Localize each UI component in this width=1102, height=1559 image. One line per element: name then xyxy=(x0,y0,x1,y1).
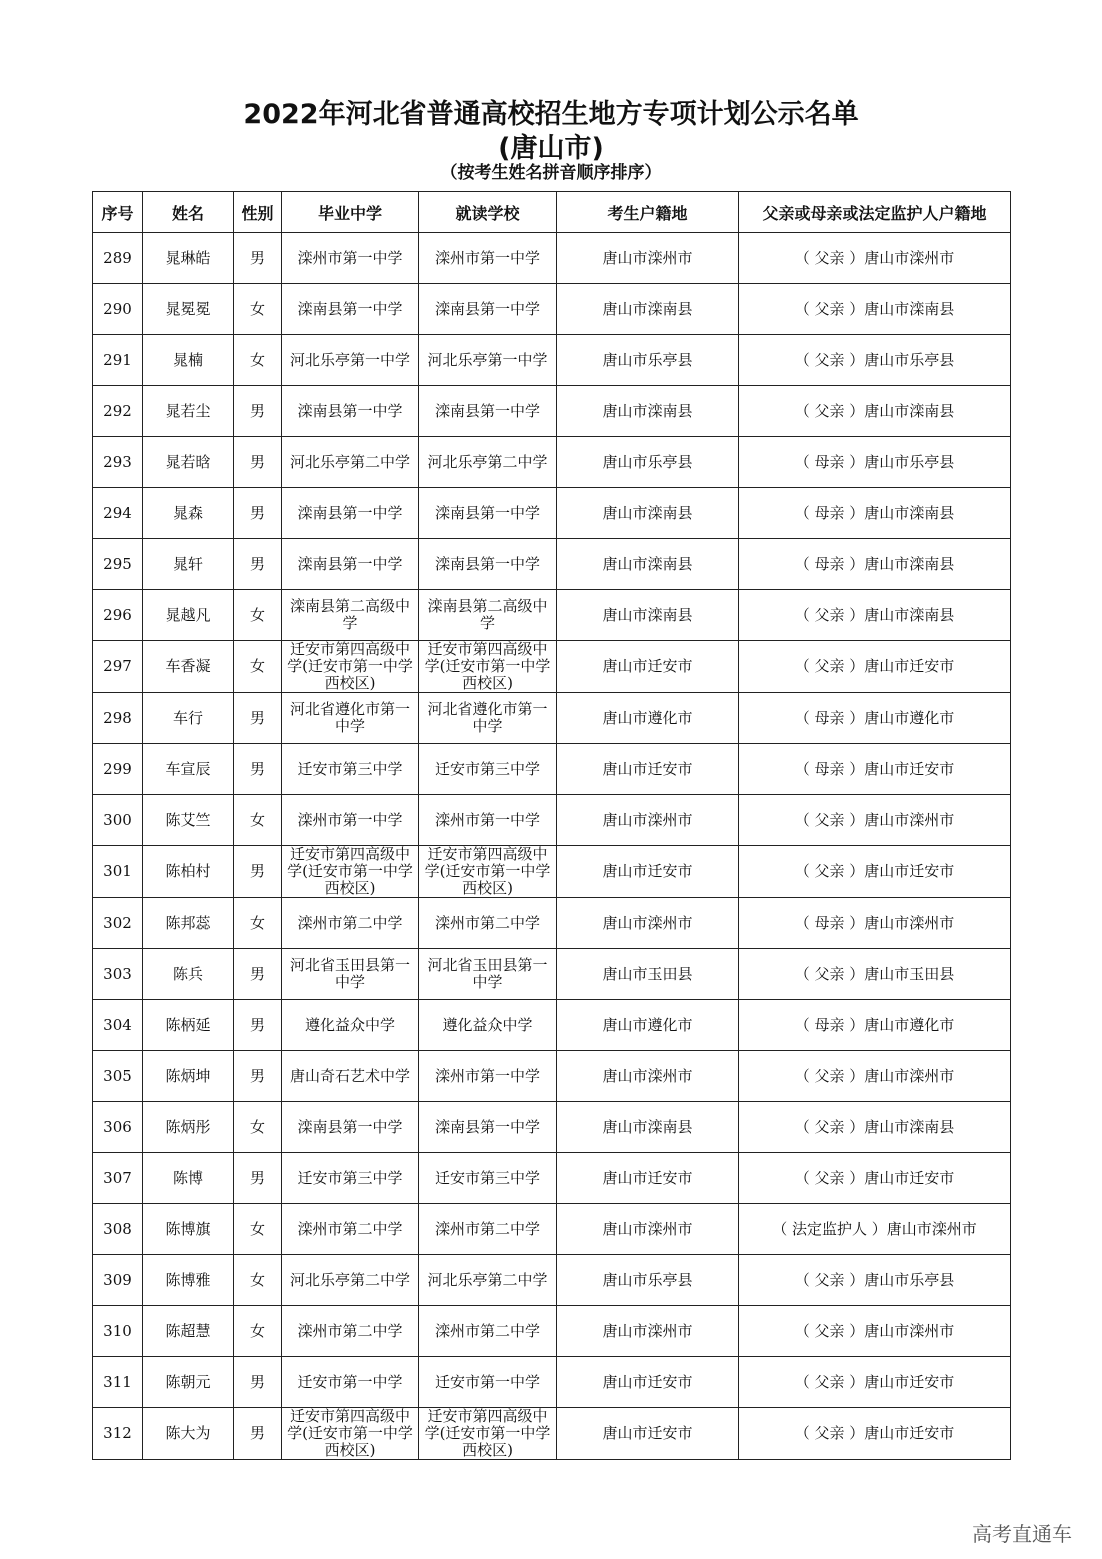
cell-graduation-school: 河北乐亭第一中学 xyxy=(282,335,419,386)
cell-gender: 男 xyxy=(234,437,282,488)
cell-student-domicile: 唐山市滦州市 xyxy=(557,898,739,949)
cell-current-school: 滦州市第一中学 xyxy=(419,233,557,284)
cell-current-school: 滦州市第二中学 xyxy=(419,898,557,949)
cell-graduation-school: 滦州市第二中学 xyxy=(282,898,419,949)
cell-student-domicile: 唐山市乐亭县 xyxy=(557,1255,739,1306)
table-row xyxy=(93,1051,1011,1102)
cell-guardian-domicile: （ 父亲 ）唐山市滦南县 xyxy=(739,284,1011,335)
cell-graduation-school: 滦南县第一中学 xyxy=(282,284,419,335)
cell-current-school: 迁安市第一中学 xyxy=(419,1357,557,1408)
cell-student-domicile: 唐山市滦南县 xyxy=(557,590,739,641)
cell-name: 陈炳彤 xyxy=(143,1102,234,1153)
cell-index: 296 xyxy=(93,590,143,641)
cell-current-school: 滦南县第一中学 xyxy=(419,386,557,437)
cell-current-school: 滦南县第一中学 xyxy=(419,488,557,539)
cell-guardian-domicile: （ 父亲 ）唐山市滦州市 xyxy=(739,795,1011,846)
header-current-school: 就读学校 xyxy=(419,192,557,233)
cell-index: 310 xyxy=(93,1306,143,1357)
cell-name: 陈超慧 xyxy=(143,1306,234,1357)
cell-guardian-domicile: （ 父亲 ）唐山市乐亭县 xyxy=(739,335,1011,386)
cell-index: 295 xyxy=(93,539,143,590)
table-row xyxy=(93,795,1011,846)
cell-gender: 女 xyxy=(234,1204,282,1255)
cell-gender: 男 xyxy=(234,539,282,590)
cell-gender: 女 xyxy=(234,898,282,949)
table-row xyxy=(93,898,1011,949)
cell-current-school: 滦州市第一中学 xyxy=(419,795,557,846)
sort-note: （按考生姓名拼音顺序排序） xyxy=(440,163,662,183)
cell-name: 陈兵 xyxy=(143,949,234,1000)
cell-guardian-domicile: （ 父亲 ）唐山市乐亭县 xyxy=(739,1255,1011,1306)
cell-guardian-domicile: （ 父亲 ）唐山市滦南县 xyxy=(739,386,1011,437)
document-subtitle: (唐山市) xyxy=(498,133,604,164)
cell-student-domicile: 唐山市滦州市 xyxy=(557,795,739,846)
cell-student-domicile: 唐山市滦州市 xyxy=(557,233,739,284)
cell-name: 陈柄延 xyxy=(143,1000,234,1051)
cell-graduation-school: 滦南县第一中学 xyxy=(282,539,419,590)
cell-current-school: 河北省玉田县第一中学 xyxy=(419,949,557,1000)
table-row xyxy=(93,590,1011,641)
cell-index: 311 xyxy=(93,1357,143,1408)
cell-graduation-school: 河北乐亭第二中学 xyxy=(282,437,419,488)
cell-student-domicile: 唐山市滦南县 xyxy=(557,386,739,437)
table-row xyxy=(93,1102,1011,1153)
cell-student-domicile: 唐山市遵化市 xyxy=(557,1000,739,1051)
header-guardian-domicile: 父亲或母亲或法定监护人户籍地 xyxy=(739,192,1011,233)
cell-name: 陈柏村 xyxy=(143,846,234,898)
cell-student-domicile: 唐山市滦州市 xyxy=(557,1204,739,1255)
cell-gender: 女 xyxy=(234,1306,282,1357)
cell-current-school: 迁安市第四高级中学(迁安市第一中学西校区) xyxy=(419,1408,557,1460)
cell-current-school: 河北乐亭第二中学 xyxy=(419,437,557,488)
cell-current-school: 滦南县第二高级中学 xyxy=(419,590,557,641)
cell-gender: 女 xyxy=(234,641,282,693)
cell-current-school: 滦州市第一中学 xyxy=(419,1051,557,1102)
table-row xyxy=(93,1357,1011,1408)
cell-student-domicile: 唐山市乐亭县 xyxy=(557,437,739,488)
cell-name: 晁森 xyxy=(143,488,234,539)
cell-graduation-school: 唐山奇石艺术中学 xyxy=(282,1051,419,1102)
cell-name: 陈朝元 xyxy=(143,1357,234,1408)
cell-graduation-school: 迁安市第四高级中学(迁安市第一中学西校区) xyxy=(282,641,419,693)
cell-index: 307 xyxy=(93,1153,143,1204)
cell-guardian-domicile: （ 母亲 ）唐山市滦州市 xyxy=(739,898,1011,949)
cell-index: 301 xyxy=(93,846,143,898)
cell-student-domicile: 唐山市滦州市 xyxy=(557,1051,739,1102)
cell-name: 陈邦蕊 xyxy=(143,898,234,949)
table-row xyxy=(93,744,1011,795)
cell-guardian-domicile: （ 父亲 ）唐山市玉田县 xyxy=(739,949,1011,1000)
header-student-domicile: 考生户籍地 xyxy=(557,192,739,233)
cell-current-school: 迁安市第三中学 xyxy=(419,1153,557,1204)
table-row xyxy=(93,233,1011,284)
cell-current-school: 迁安市第四高级中学(迁安市第一中学西校区) xyxy=(419,846,557,898)
cell-guardian-domicile: （ 法定监护人 ）唐山市滦州市 xyxy=(739,1204,1011,1255)
table-row xyxy=(93,1306,1011,1357)
cell-gender: 男 xyxy=(234,1000,282,1051)
cell-gender: 女 xyxy=(234,795,282,846)
document-title: 2022年河北省普通高校招生地方专项计划公示名单 xyxy=(243,99,859,130)
cell-name: 陈博旗 xyxy=(143,1204,234,1255)
cell-graduation-school: 滦南县第一中学 xyxy=(282,1102,419,1153)
cell-graduation-school: 河北省遵化市第一中学 xyxy=(282,693,419,744)
cell-student-domicile: 唐山市遵化市 xyxy=(557,693,739,744)
table-row xyxy=(93,488,1011,539)
cell-name: 车宣辰 xyxy=(143,744,234,795)
table-row xyxy=(93,1408,1011,1460)
cell-student-domicile: 唐山市滦南县 xyxy=(557,284,739,335)
table-row xyxy=(93,693,1011,744)
cell-guardian-domicile: （ 父亲 ）唐山市滦州市 xyxy=(739,1306,1011,1357)
cell-index: 306 xyxy=(93,1102,143,1153)
cell-index: 292 xyxy=(93,386,143,437)
table-row xyxy=(93,386,1011,437)
cell-index: 309 xyxy=(93,1255,143,1306)
cell-graduation-school: 滦州市第一中学 xyxy=(282,233,419,284)
cell-gender: 男 xyxy=(234,1408,282,1460)
cell-guardian-domicile: （ 母亲 ）唐山市遵化市 xyxy=(739,693,1011,744)
cell-name: 陈大为 xyxy=(143,1408,234,1460)
cell-index: 298 xyxy=(93,693,143,744)
cell-current-school: 滦州市第二中学 xyxy=(419,1204,557,1255)
cell-current-school: 河北乐亭第一中学 xyxy=(419,335,557,386)
cell-guardian-domicile: （ 父亲 ）唐山市滦州市 xyxy=(739,233,1011,284)
cell-gender: 女 xyxy=(234,1255,282,1306)
cell-gender: 女 xyxy=(234,284,282,335)
cell-guardian-domicile: （ 母亲 ）唐山市滦南县 xyxy=(739,488,1011,539)
cell-index: 299 xyxy=(93,744,143,795)
cell-graduation-school: 迁安市第三中学 xyxy=(282,1153,419,1204)
cell-graduation-school: 滦南县第一中学 xyxy=(282,386,419,437)
cell-gender: 男 xyxy=(234,949,282,1000)
cell-index: 302 xyxy=(93,898,143,949)
table-header-row xyxy=(93,192,1011,233)
cell-index: 304 xyxy=(93,1000,143,1051)
cell-current-school: 迁安市第三中学 xyxy=(419,744,557,795)
cell-gender: 男 xyxy=(234,744,282,795)
cell-name: 车香凝 xyxy=(143,641,234,693)
cell-name: 陈博 xyxy=(143,1153,234,1204)
cell-student-domicile: 唐山市滦南县 xyxy=(557,488,739,539)
cell-guardian-domicile: （ 父亲 ）唐山市迁安市 xyxy=(739,1408,1011,1460)
cell-index: 293 xyxy=(93,437,143,488)
cell-student-domicile: 唐山市滦州市 xyxy=(557,1306,739,1357)
cell-name: 晁楠 xyxy=(143,335,234,386)
cell-guardian-domicile: （ 父亲 ）唐山市迁安市 xyxy=(739,1357,1011,1408)
table-row xyxy=(93,1153,1011,1204)
cell-index: 305 xyxy=(93,1051,143,1102)
cell-name: 陈炳坤 xyxy=(143,1051,234,1102)
table-row xyxy=(93,437,1011,488)
cell-graduation-school: 迁安市第一中学 xyxy=(282,1357,419,1408)
cell-graduation-school: 遵化益众中学 xyxy=(282,1000,419,1051)
cell-graduation-school: 河北省玉田县第一中学 xyxy=(282,949,419,1000)
cell-student-domicile: 唐山市滦南县 xyxy=(557,539,739,590)
cell-index: 294 xyxy=(93,488,143,539)
cell-name: 晁若晗 xyxy=(143,437,234,488)
cell-graduation-school: 迁安市第三中学 xyxy=(282,744,419,795)
cell-index: 290 xyxy=(93,284,143,335)
cell-gender: 女 xyxy=(234,335,282,386)
cell-gender: 男 xyxy=(234,1051,282,1102)
cell-name: 陈博雅 xyxy=(143,1255,234,1306)
watermark: 高考直通车 xyxy=(972,1522,1072,1546)
cell-graduation-school: 滦南县第一中学 xyxy=(282,488,419,539)
cell-index: 300 xyxy=(93,795,143,846)
cell-graduation-school: 滦州市第二中学 xyxy=(282,1306,419,1357)
cell-guardian-domicile: （ 父亲 ）唐山市迁安市 xyxy=(739,1153,1011,1204)
cell-gender: 男 xyxy=(234,693,282,744)
cell-current-school: 滦南县第一中学 xyxy=(419,1102,557,1153)
cell-index: 289 xyxy=(93,233,143,284)
cell-gender: 女 xyxy=(234,590,282,641)
cell-student-domicile: 唐山市迁安市 xyxy=(557,744,739,795)
cell-current-school: 河北乐亭第二中学 xyxy=(419,1255,557,1306)
cell-name: 晁冕冕 xyxy=(143,284,234,335)
cell-graduation-school: 河北乐亭第二中学 xyxy=(282,1255,419,1306)
cell-current-school: 滦南县第一中学 xyxy=(419,284,557,335)
cell-gender: 男 xyxy=(234,1357,282,1408)
cell-current-school: 遵化益众中学 xyxy=(419,1000,557,1051)
cell-name: 晁若尘 xyxy=(143,386,234,437)
cell-graduation-school: 滦州市第一中学 xyxy=(282,795,419,846)
table-row xyxy=(93,949,1011,1000)
roster-table xyxy=(92,191,1011,1460)
cell-current-school: 滦州市第二中学 xyxy=(419,1306,557,1357)
table-body xyxy=(93,233,1011,1460)
cell-gender: 男 xyxy=(234,386,282,437)
cell-guardian-domicile: （ 父亲 ）唐山市迁安市 xyxy=(739,846,1011,898)
cell-student-domicile: 唐山市迁安市 xyxy=(557,1408,739,1460)
cell-guardian-domicile: （ 父亲 ）唐山市迁安市 xyxy=(739,641,1011,693)
table-row xyxy=(93,539,1011,590)
cell-guardian-domicile: （ 母亲 ）唐山市遵化市 xyxy=(739,1000,1011,1051)
cell-student-domicile: 唐山市迁安市 xyxy=(557,1153,739,1204)
cell-graduation-school: 迁安市第四高级中学(迁安市第一中学西校区) xyxy=(282,846,419,898)
cell-gender: 男 xyxy=(234,488,282,539)
cell-guardian-domicile: （ 母亲 ）唐山市滦南县 xyxy=(739,539,1011,590)
cell-current-school: 迁安市第四高级中学(迁安市第一中学西校区) xyxy=(419,641,557,693)
cell-index: 308 xyxy=(93,1204,143,1255)
cell-index: 312 xyxy=(93,1408,143,1460)
cell-guardian-domicile: （ 父亲 ）唐山市滦州市 xyxy=(739,1051,1011,1102)
cell-gender: 男 xyxy=(234,233,282,284)
cell-student-domicile: 唐山市迁安市 xyxy=(557,1357,739,1408)
header-name: 姓名 xyxy=(143,192,234,233)
cell-index: 297 xyxy=(93,641,143,693)
cell-guardian-domicile: （ 父亲 ）唐山市滦南县 xyxy=(739,1102,1011,1153)
cell-guardian-domicile: （ 母亲 ）唐山市迁安市 xyxy=(739,744,1011,795)
cell-name: 晁越凡 xyxy=(143,590,234,641)
cell-gender: 男 xyxy=(234,846,282,898)
cell-guardian-domicile: （ 母亲 ）唐山市乐亭县 xyxy=(739,437,1011,488)
header-index: 序号 xyxy=(93,192,143,233)
cell-index: 291 xyxy=(93,335,143,386)
table-row xyxy=(93,641,1011,693)
cell-name: 晁轩 xyxy=(143,539,234,590)
cell-name: 车行 xyxy=(143,693,234,744)
cell-gender: 男 xyxy=(234,1153,282,1204)
cell-index: 303 xyxy=(93,949,143,1000)
table-row xyxy=(93,1000,1011,1051)
cell-name: 陈艾竺 xyxy=(143,795,234,846)
cell-guardian-domicile: （ 父亲 ）唐山市滦南县 xyxy=(739,590,1011,641)
cell-current-school: 滦南县第一中学 xyxy=(419,539,557,590)
table-row xyxy=(93,335,1011,386)
table-row xyxy=(93,284,1011,335)
header-gender: 性别 xyxy=(234,192,282,233)
cell-name: 晁琳皓 xyxy=(143,233,234,284)
cell-student-domicile: 唐山市乐亭县 xyxy=(557,335,739,386)
cell-current-school: 河北省遵化市第一中学 xyxy=(419,693,557,744)
cell-student-domicile: 唐山市滦南县 xyxy=(557,1102,739,1153)
cell-student-domicile: 唐山市迁安市 xyxy=(557,846,739,898)
table-row xyxy=(93,1255,1011,1306)
cell-student-domicile: 唐山市迁安市 xyxy=(557,641,739,693)
cell-graduation-school: 迁安市第四高级中学(迁安市第一中学西校区) xyxy=(282,1408,419,1460)
cell-graduation-school: 滦州市第二中学 xyxy=(282,1204,419,1255)
cell-student-domicile: 唐山市玉田县 xyxy=(557,949,739,1000)
table-row xyxy=(93,1204,1011,1255)
table-row xyxy=(93,846,1011,898)
cell-graduation-school: 滦南县第二高级中学 xyxy=(282,590,419,641)
cell-gender: 女 xyxy=(234,1102,282,1153)
header-graduation-school: 毕业中学 xyxy=(282,192,419,233)
